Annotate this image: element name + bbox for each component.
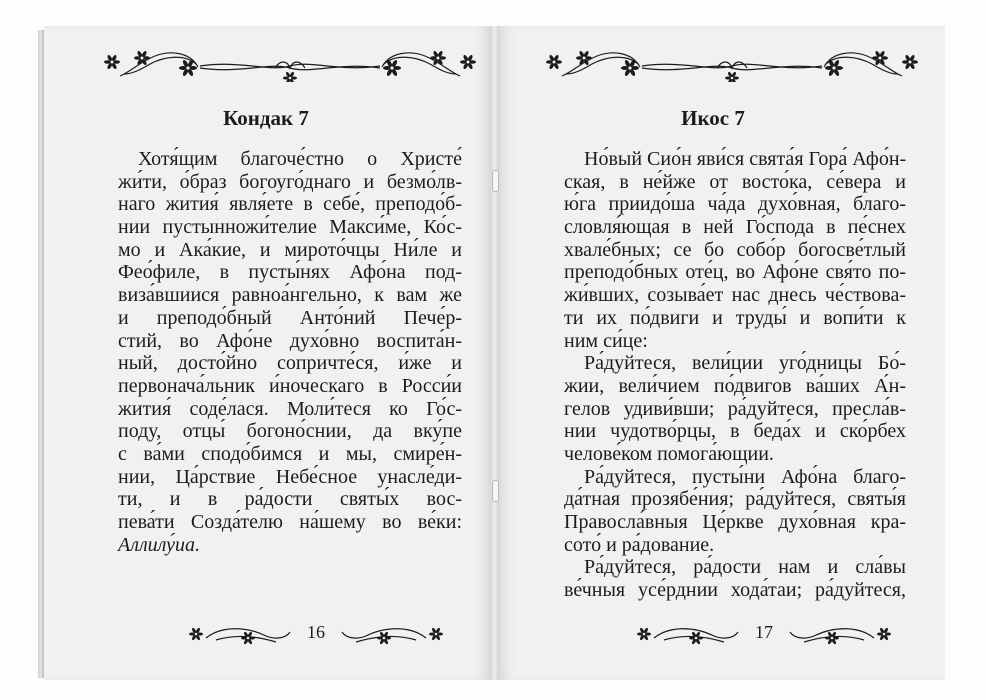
text-line: стий, во Афо́не духо́вно воспита́н-	[118, 329, 462, 352]
text-line: челове́ком помога́ющии.	[564, 442, 774, 465]
text-line: преподо́бных оте́ц, во Афо́не свя́то по-	[564, 261, 906, 284]
text-line: жии, вели́чием по́двигов ва́ших А́н-	[564, 374, 906, 397]
text-line: Фео́филе, в пусты́нях Афо́на под-	[118, 261, 462, 284]
flower-icon	[189, 627, 203, 641]
flower-icon	[825, 631, 839, 645]
text-line: жития́ соде́лася. Моли́теся ко Го́с-	[118, 397, 462, 420]
header-ornament	[100, 42, 480, 82]
text-line: и преподо́бный Анто́ний Пече́р-	[118, 306, 462, 329]
text-line: жи́вших, созыва́ет нас днесь че́ствова-	[564, 284, 906, 307]
text-line: ный, досто́йно сопричте́ся, и́же и	[118, 352, 462, 375]
text-line: Ра́дуйтеся, ра́дости нам и сла́вы	[584, 556, 906, 579]
flower-icon	[877, 627, 891, 641]
text-line: словля́ющая в ней Го́спода в пе́снех	[564, 216, 906, 239]
flower-icon	[576, 50, 592, 66]
flower-icon	[134, 50, 150, 66]
text-line: Но́вый Сио́н яви́ся свята́я Гора́ Афо́н-	[584, 148, 907, 170]
left-page-text	[118, 148, 462, 556]
text-line: нии чудотво́рцы, в беда́х и ско́рбех	[564, 420, 906, 443]
flower-icon	[241, 631, 255, 645]
binding-stitch	[492, 170, 499, 192]
text-line: ним си́це:	[564, 329, 648, 352]
flower-icon	[377, 631, 391, 645]
flower-icon	[902, 54, 918, 70]
right-page-text	[564, 148, 906, 602]
binding-stitch	[492, 480, 499, 502]
text-line: хвале́бных; се бо собо́р богосве́тлый	[564, 238, 906, 261]
text-line: жи́ти, о́браз богоуго́днаго и безмо́лв-	[118, 170, 462, 193]
page-heading: Кондак 7	[223, 106, 309, 130]
text-line: Аллилу́иа.	[118, 533, 200, 556]
text-line: Ра́дуйтеся, вели́ции уго́дницы Бо́-	[584, 352, 906, 375]
flower-icon	[429, 627, 443, 641]
text-line: ская, в не́йже от восто́ка, се́вера и	[564, 170, 906, 193]
flower-icon	[430, 50, 446, 66]
flower-icon	[546, 54, 562, 70]
text-line: виза́вшиися равноа́нгельно, к вам же	[118, 284, 462, 307]
text-line: гелов удиви́вши; ра́дуйтеся, пресла́в-	[564, 397, 906, 420]
page-number: 17	[755, 622, 773, 642]
page-number: 16	[307, 622, 325, 642]
flower-icon	[283, 71, 297, 82]
text-line: первонача́льник и́ноческаго в Росси́и	[118, 374, 462, 397]
flower-icon	[725, 71, 739, 82]
header-ornament	[542, 42, 922, 82]
flower-icon	[104, 54, 120, 70]
page-heading: Икос 7	[681, 106, 745, 130]
text-line: ти, и в ра́дости святы́х вос-	[118, 488, 462, 511]
flower-icon	[689, 631, 703, 645]
text-line: да́тная прозябе́ния; ра́дуйтеся, святы́я	[564, 488, 906, 511]
text-line: Хотя́щим благоче́стно о Христе́	[138, 148, 462, 170]
text-line: мо и Ака́кие, и мирото́чцы Ни́ле и	[118, 238, 462, 261]
text-line: Правосла́вныя Це́ркве духо́вная кра-	[564, 511, 906, 533]
text-line: нии, Ца́рствие Небе́сное унасле́ди-	[118, 465, 462, 488]
text-line: ве́чныя усе́рднии хода́таи; ра́дуйтеся,	[564, 579, 906, 602]
text-line: сото́ и ра́дование.	[564, 533, 715, 556]
text-line: Ра́дуйтеся, пусты́ни Афо́на благо-	[584, 465, 906, 488]
text-line: ти их по́двиги и труды́ и вопи́ти к	[564, 306, 906, 329]
text-line: нии пустынножи́телие Макси́ме, Ко́с-	[118, 216, 462, 239]
text-line: пева́ти Созда́телю на́шему во ве́ки:	[118, 511, 462, 533]
page-footer	[186, 618, 446, 648]
flower-icon	[460, 54, 476, 70]
text-line: ю́га приидо́ша ча́да духо́вная, благо-	[564, 193, 906, 216]
book-spine	[490, 26, 499, 680]
flower-icon	[637, 627, 651, 641]
flower-icon	[872, 50, 888, 66]
text-line: наго жития́ явля́ете в себе́, преподо́б-	[118, 193, 462, 216]
page-footer	[634, 618, 894, 648]
text-line: поду, отцы́ богоно́снии, да вку́пе	[118, 420, 462, 443]
text-line: с ва́ми сподо́бимся и мы, смире́н-	[118, 442, 462, 465]
